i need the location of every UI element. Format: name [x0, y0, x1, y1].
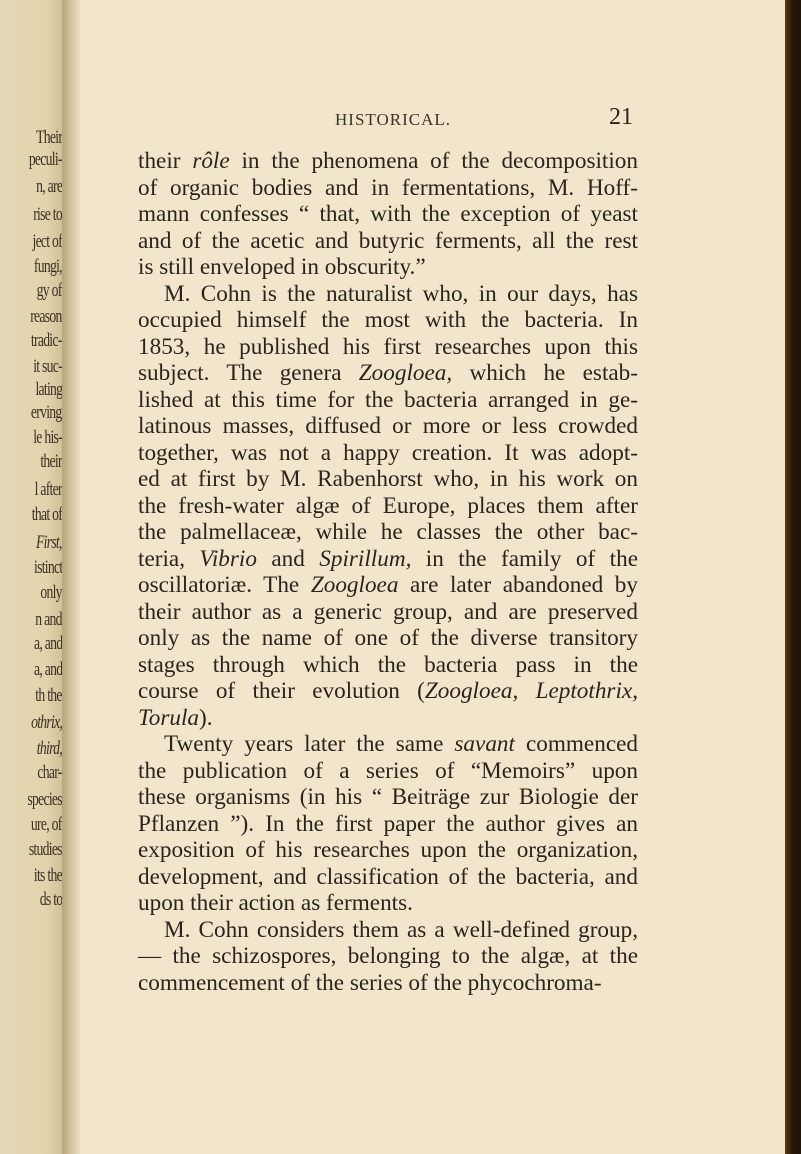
- prev-page-line: third,: [36, 738, 62, 759]
- prev-page-line: othrix,: [30, 712, 62, 733]
- text-segment: which he estab-: [452, 360, 638, 386]
- text-segment: commencement of the series of the phycochroma-: [138, 969, 602, 996]
- text-segment: mann confesses “ that, with the exception of yeast: [138, 201, 638, 227]
- text-segment: these organisms (in his “ Beiträge zur Biologie der: [138, 784, 638, 810]
- italic-text: Zoogloea,: [358, 360, 453, 386]
- text-segment: and: [256, 545, 320, 572]
- text-segment: in the family of the: [411, 545, 638, 572]
- text-segment: of organic bodies and in fermentations, M. Hoff-: [138, 174, 638, 201]
- prev-page-line: ure, of: [31, 814, 62, 835]
- text-segment: Pflanzen ”). In the first paper the author gives an: [138, 810, 638, 837]
- text-line: [138, 917, 638, 944]
- text-line: [138, 519, 638, 546]
- text-segment: stages through which the bacteria pass in the: [138, 651, 638, 678]
- text-segment: exposition of his researches upon the organization,: [138, 837, 638, 863]
- text-segment: the fresh-water algæ of Europe, places them after: [138, 492, 638, 519]
- italic-text: Spirillum,: [319, 545, 412, 572]
- text-line: [138, 307, 638, 334]
- italic-text: rôle: [192, 148, 230, 174]
- prev-page-line: First,: [36, 532, 62, 553]
- text-line: [138, 970, 638, 997]
- text-line: [138, 599, 638, 626]
- text-line: [138, 837, 638, 864]
- text-segment: ).: [199, 704, 213, 731]
- prev-page-line: peculi-: [29, 149, 62, 170]
- prev-page-line: ds to: [39, 889, 62, 910]
- text-segment: occupied himself the most with the bacteria. In: [138, 307, 638, 333]
- prev-page-line: rise to: [33, 204, 62, 225]
- prev-page-line: that of: [31, 504, 62, 525]
- text-line: [138, 440, 638, 467]
- prev-page-line: ject of: [32, 231, 62, 252]
- text-line: [138, 705, 638, 732]
- text-line: [138, 572, 638, 599]
- text-line: [138, 811, 638, 838]
- text-line: [138, 731, 638, 758]
- text-segment: Twenty years later the same: [164, 731, 455, 757]
- text-line: [138, 652, 638, 679]
- prev-page-line: gy of: [37, 280, 62, 301]
- prev-page-line: a, and: [33, 633, 62, 654]
- text-line: [138, 148, 638, 175]
- prev-page-line: th the: [35, 685, 62, 706]
- prev-page-line: species: [27, 789, 62, 810]
- text-segment: M. Cohn considers them as a well-defined group,: [164, 916, 638, 943]
- text-line: [138, 387, 638, 414]
- prev-page-line: a, and: [33, 659, 62, 680]
- text-line: [138, 201, 638, 228]
- italic-text: Zoogloea: [310, 572, 399, 598]
- text-segment: M. Cohn is the naturalist who, in our days, has: [164, 280, 638, 307]
- page-edge: [785, 0, 801, 1154]
- text-line: [138, 413, 638, 440]
- text-segment: their: [138, 148, 193, 174]
- text-segment: only as the name of one of the diverse transitory: [138, 625, 638, 651]
- text-segment: oscillatoriæ. The: [138, 572, 311, 598]
- prev-page-line: reason: [30, 306, 62, 327]
- text-segment: and of the acetic and butyric ferments, all the rest: [138, 227, 638, 254]
- italic-text: Torula: [138, 704, 200, 731]
- text-line: [138, 466, 638, 493]
- italic-text: Vibrio: [199, 545, 257, 572]
- text-line: [138, 254, 638, 281]
- book-gutter: [62, 0, 80, 1154]
- text-line: [138, 758, 638, 785]
- running-head: HISTORICAL.: [335, 110, 451, 129]
- previous-page-fragment: [0, 0, 66, 1154]
- text-segment: teria,: [138, 545, 200, 572]
- text-segment: latinous masses, diffused or more or less crowded: [138, 413, 638, 439]
- italic-text: Zoogloea, Leptothrix,: [424, 678, 638, 704]
- prev-page-line: char-: [37, 762, 62, 783]
- text-segment: the publication of a series of “Memoirs” upon: [138, 757, 638, 784]
- prev-page-line: only: [40, 582, 62, 603]
- text-segment: is still enveloped in obscurity.”: [138, 254, 426, 280]
- text-line: [138, 890, 638, 917]
- prev-page-line: le his-: [33, 427, 62, 448]
- text-segment: upon their action as ferments.: [138, 890, 413, 916]
- prev-page-line: Their: [35, 127, 62, 148]
- prev-page-line: n and: [35, 609, 62, 630]
- text-segment: — the schizospores, belonging to the algæ, at the: [138, 943, 638, 969]
- prev-page-line: tradic-: [31, 330, 62, 351]
- text-line: [138, 625, 638, 652]
- text-line: [138, 678, 638, 705]
- text-line: [138, 334, 638, 361]
- prev-page-line: erving: [31, 402, 62, 423]
- text-segment: ed at first by M. Rabenhorst who, in his work on: [138, 466, 638, 492]
- prev-page-line: istinct: [33, 557, 62, 578]
- text-line: [138, 360, 638, 387]
- text-line: [138, 864, 638, 891]
- prev-page-line: it suc-: [33, 356, 62, 377]
- prev-page-line: studies: [29, 839, 62, 860]
- prev-page-line: l after: [34, 479, 62, 500]
- text-segment: lished at this time for the bacteria arranged in ge-: [138, 386, 638, 413]
- page-number: 21: [609, 104, 633, 130]
- text-segment: 1853, he published his first researches upon this: [138, 333, 638, 360]
- text-segment: commenced: [514, 731, 638, 757]
- text-line: [138, 228, 638, 255]
- text-segment: together, was not a happy creation. It was adopt-: [138, 439, 638, 466]
- text-line: [138, 175, 638, 202]
- prev-page-line: their: [40, 451, 62, 472]
- prev-page-line: its the: [33, 865, 62, 886]
- text-segment: subject. The genera: [138, 360, 359, 386]
- text-segment: their author as a generic group, and are preserved: [138, 598, 638, 625]
- italic-text: savant: [454, 731, 515, 757]
- text-line: [138, 493, 638, 520]
- text-line: [138, 943, 638, 970]
- text-line: [138, 546, 638, 573]
- text-line: [138, 281, 638, 308]
- body-text: [138, 148, 638, 996]
- text-segment: the palmellaceæ, while he classes the other bac-: [138, 519, 638, 545]
- text-segment: course of their evolution (: [138, 678, 425, 704]
- text-segment: in the phenomena of the decomposition: [229, 148, 638, 174]
- text-segment: development, and classification of the bacteria, and: [138, 863, 638, 890]
- prev-page-line: fungi,: [34, 256, 62, 277]
- text-segment: are later abandoned by: [398, 572, 638, 598]
- text-line: [138, 784, 638, 811]
- prev-page-line: n, are: [35, 176, 62, 197]
- prev-page-line: lating: [35, 379, 62, 400]
